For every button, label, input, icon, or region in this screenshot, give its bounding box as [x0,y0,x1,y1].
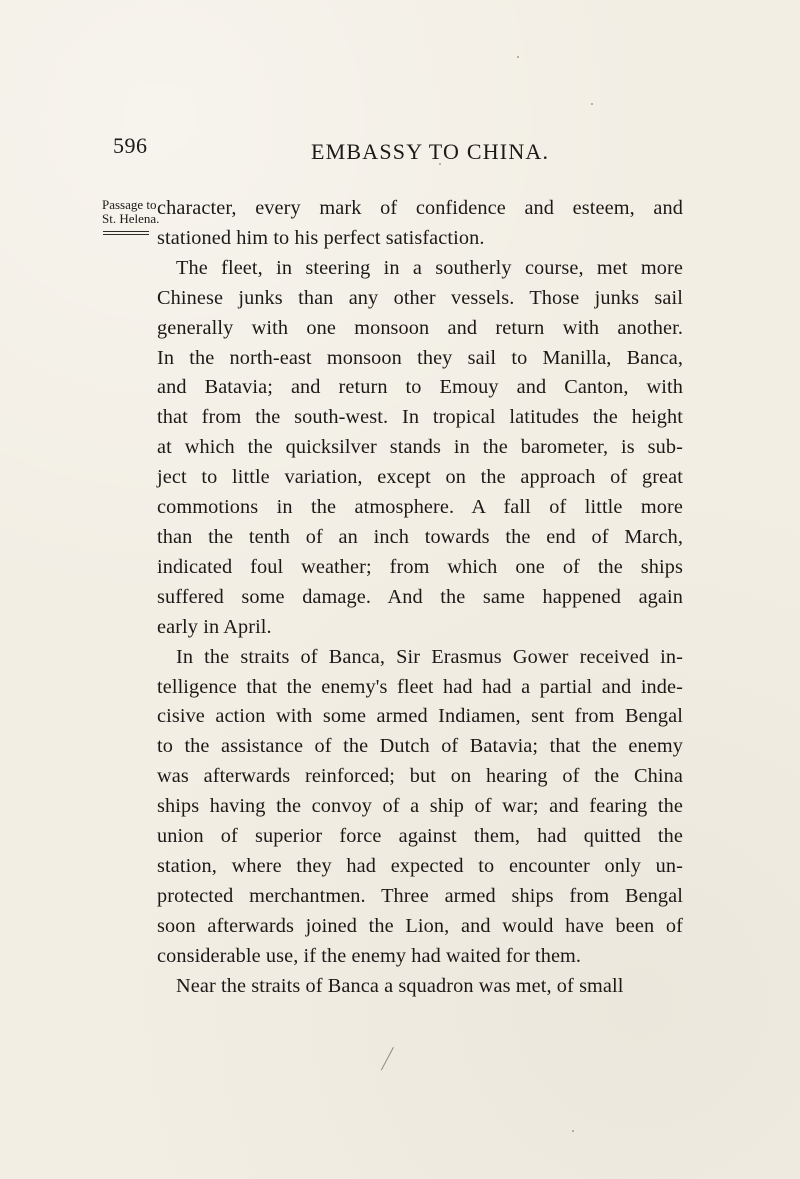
body-text [157,194,683,1001]
text-line: and Batavia; and return to Emouy and Canton, with [157,376,683,399]
text-line: suffered some damage. And the same happened again [157,585,683,608]
text-line: commotions in the atmosphere. A fall of little more [157,496,683,519]
margin-note-line-2: St. Helena. [102,211,160,226]
margin-note-rule [103,231,149,235]
text-line: Near the straits of Banca a squadron was met, of small [176,974,624,997]
margin-note-line-1: Passage to [102,197,157,212]
text-line: station, where they had expected to encounter only un- [157,854,683,877]
text-line: early in April. [157,615,272,638]
text-line: cisive action with some armed Indiamen, sent from Bengal [157,705,683,728]
text-line: indicated foul weather; from which one of the ships [157,555,683,578]
paper-speck [572,1130,574,1132]
text-line: In the north-east monsoon they sail to Manilla, Banca, [157,346,683,369]
paper-speck [517,56,519,58]
paper-mark [381,1047,394,1070]
text-line: to the assistance of the Dutch of Batavia; that the enemy [157,735,683,758]
paper-speck [591,103,593,105]
text-line: generally with one monsoon and return with another. [157,316,683,339]
text-line: In the straits of Banca, Sir Erasmus Gower received in- [176,645,683,668]
text-line: soon afterwards joined the Lion, and would have been of [157,914,683,937]
text-line: protected merchantmen. Three armed ships from Bengal [157,884,683,907]
text-line: ships having the convoy of a ship of war; and fearing the [157,795,683,818]
text-line: considerable use, if the enemy had waited for them. [157,944,582,967]
text-line: at which the quicksilver stands in the barometer, is sub- [157,436,683,459]
text-line: than the tenth of an inch towards the end of March, [157,525,683,548]
text-line: was afterwards reinforced; but on hearing of the China [157,765,683,788]
text-line: The fleet, in steering in a southerly course, met more [176,256,683,279]
page-number: 596 [113,133,148,158]
text-line: telligence that the enemy's fleet had had a partial and inde- [157,675,683,698]
text-line: Chinese junks than any other vessels. Those junks sail [157,286,683,309]
margin-note [102,197,160,226]
running-head: EMBASSY TO CHINA. [311,139,550,164]
paper-speck [439,163,441,165]
text-line: that from the south-west. In tropical latitudes the height [157,406,683,429]
text-line: union of superior force against them, had quitted the [157,825,683,848]
text-line: ject to little variation, except on the approach of great [157,466,683,489]
text-line: character, every mark of confidence and esteem, and [157,197,683,219]
text-line: stationed him to his perfect satisfaction. [157,226,485,249]
